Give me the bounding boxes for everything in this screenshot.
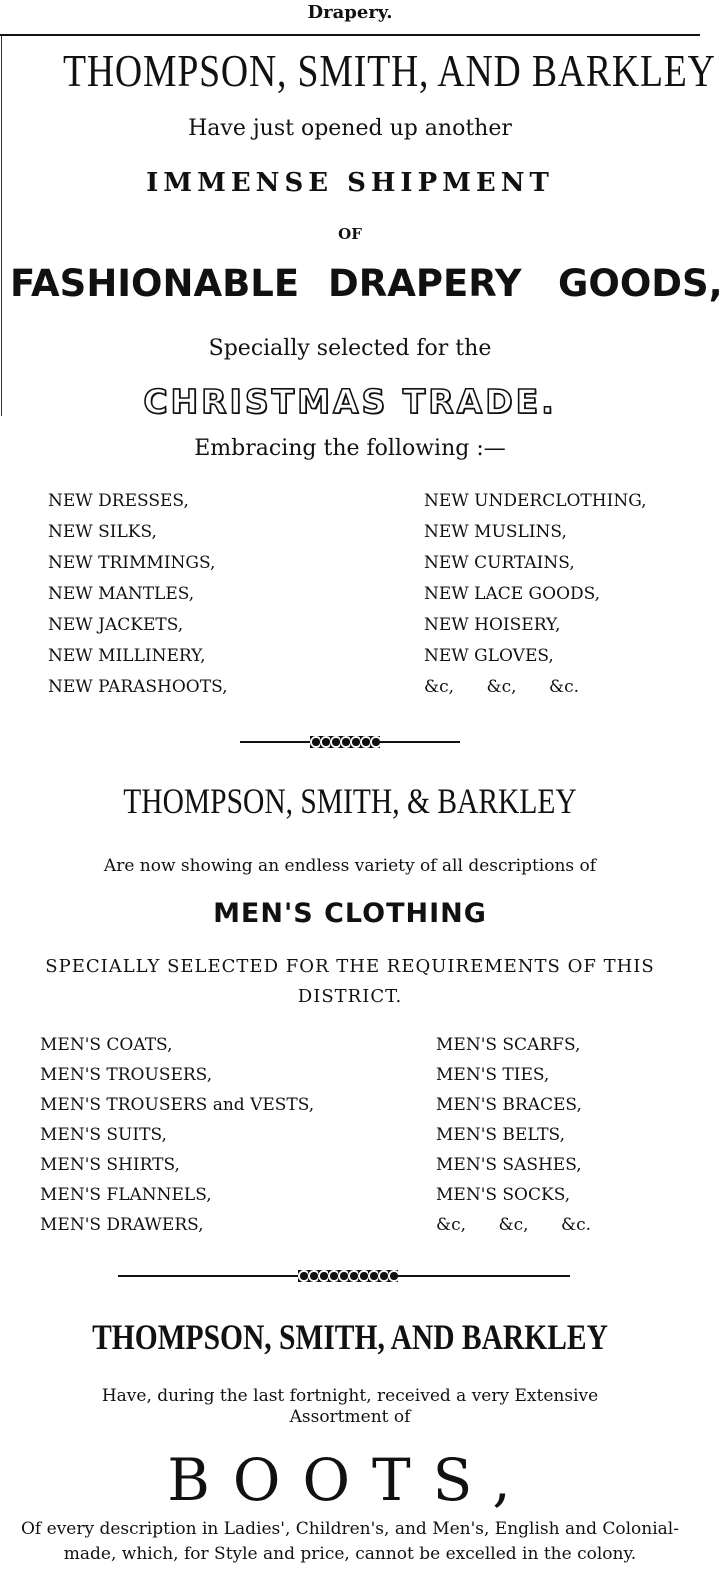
list-item: MEN'S SOCKS, — [436, 1185, 571, 1205]
list-item: &c, &c, &c. — [424, 677, 580, 697]
list-item: NEW HOISERY, — [424, 615, 561, 635]
list-item: NEW LACE GOODS, — [424, 584, 601, 604]
top-rule — [0, 34, 700, 36]
advertiser-title: THOMPSON, SMITH, AND BARKLEY — [63, 45, 716, 96]
list-item: MEN'S SHIRTS, — [40, 1155, 180, 1175]
fortnight-line: Have, during the last fortnight, received a very Extensive — [101, 1386, 599, 1406]
list-item: NEW MANTLES, — [48, 584, 195, 604]
list-item: MEN'S TROUSERS and VESTS, — [40, 1095, 315, 1115]
mens-clothing-heading: MEN'S CLOTHING — [213, 898, 487, 929]
mens-list-right — [436, 1030, 591, 1240]
list-item: NEW TRIMMINGS, — [48, 553, 216, 573]
list-item: MEN'S DRAWERS, — [40, 1215, 204, 1235]
boots-heading: BOOTS, — [167, 1446, 533, 1514]
ornamental-divider — [240, 736, 460, 748]
list-item: NEW UNDERCLOTHING, — [424, 491, 647, 511]
list-item: MEN'S TIES, — [436, 1065, 550, 1085]
description-line: Of every description in Ladies', Children's, and Men's, English and Colonial- — [20, 1519, 679, 1539]
advertiser-title: THOMPSON, SMITH, & BARKLEY — [123, 781, 577, 821]
drapery-word: DRAPERY — [328, 262, 522, 305]
list-item: NEW CURTAINS, — [424, 553, 575, 573]
list-item: MEN'S SCARFS, — [436, 1035, 581, 1055]
list-item: NEW MILLINERY, — [48, 646, 206, 666]
showing-line: Are now showing an endless variety of all descriptions of — [103, 856, 597, 876]
list-item: MEN'S TROUSERS, — [40, 1065, 213, 1085]
list-item: MEN'S FLANNELS, — [40, 1185, 212, 1205]
mens-list-left — [40, 1030, 314, 1240]
drapery-list-right — [424, 486, 647, 703]
list-item: NEW SILKS, — [48, 522, 157, 542]
list-item: MEN'S COATS, — [40, 1035, 173, 1055]
list-item: NEW DRESSES, — [48, 491, 189, 511]
opened-line: Have just opened up another — [188, 116, 512, 141]
list-item: MEN'S SASHES, — [436, 1155, 582, 1175]
drapery-list-left — [48, 486, 228, 703]
embracing-line: Embracing the following :— — [194, 436, 506, 461]
list-item: NEW GLOVES, — [424, 646, 554, 666]
goods-word: GOODS, — [558, 262, 723, 305]
advertiser-title: THOMPSON, SMITH, AND BARKLEY — [92, 1317, 608, 1357]
description-line-2: made, which, for Style and price, cannot be excelled in the colony. — [63, 1544, 637, 1564]
christmas-trade-heading: CHRISTMAS TRADE. — [143, 382, 557, 421]
assortment-line: Assortment of — [289, 1407, 411, 1427]
shipment-heading: IMMENSE SHIPMENT — [146, 168, 554, 198]
list-item: NEW MUSLINS, — [424, 522, 567, 542]
list-item: MEN'S SUITS, — [40, 1125, 167, 1145]
list-item: NEW PARASHOOTS, — [48, 677, 228, 697]
section-label: Drapery. — [307, 2, 393, 23]
list-item: MEN'S BELTS, — [436, 1125, 566, 1145]
list-item: MEN'S BRACES, — [436, 1095, 582, 1115]
ornamental-divider — [118, 1270, 570, 1282]
requirements-line-2: DISTRICT. — [297, 986, 403, 1007]
fashionable-word: FASHIONABLE — [10, 262, 300, 305]
specially-selected-line: Specially selected for the — [208, 336, 492, 361]
list-item: NEW JACKETS, — [48, 615, 184, 635]
of-word: OF — [338, 225, 362, 243]
requirements-line: SPECIALLY SELECTED FOR THE REQUIREMENTS OF THIS — [45, 956, 655, 977]
list-item: &c, &c, &c. — [436, 1215, 592, 1235]
